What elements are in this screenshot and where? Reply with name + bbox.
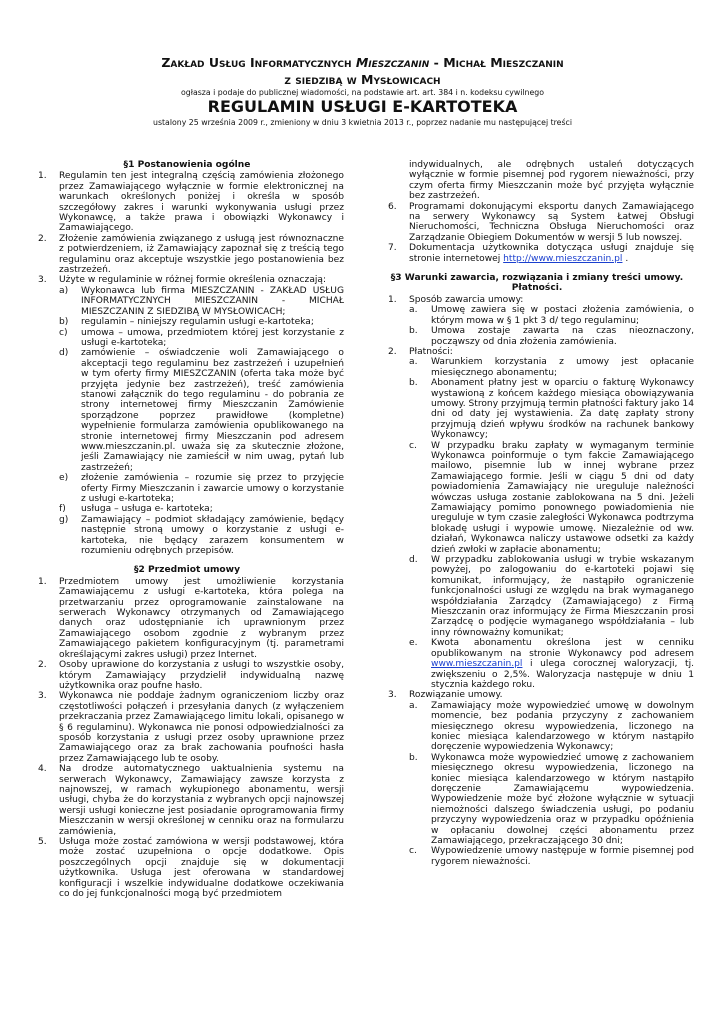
list-item: 3. Użyte w regulaminie w różnej formie określenia oznaczają: — [38, 275, 327, 286]
sub-item: c. Wypowiedzenie umowy następuje w formie pisemnej pod rygorem nieważności. — [409, 846, 694, 867]
list-item: 1. Sposób zawarcia umowy: — [388, 294, 524, 305]
list-item: 7. Dokumentacja użytkownika dotycząca usługi znajduje się stronie internetowej http://www.mieszczanin.pl . — [388, 243, 694, 264]
definition-item: d) zamówienie – oświadczenie woli Zamawiającego o akceptacji tego regulaminu bez zastrzeżeń i uzupełnień w tym oferty firmy MIESZCZANIN (oferta taka może być przyjęta jedynie bez zastrzeżeń), treść zamówienia stanowi załącznik do tego regulaminu - do pobrania ze strony internetowej firmy Mieszczanin Zamówienie sporządzone poprzez prawidłowe (kompletne) wypełnienie formularza zamówienia opublikowanego na stronie internetowej firmy Mieszczanin pod adresem www.mieszczanin.pl. uważa się za skutecznie złożone, jeśli Zamawiający nie zamieścił w nim uwag, pytań lub zastrzeżeń; — [59, 348, 344, 473]
section-1-title: §1 Postanowienia ogólne — [123, 160, 251, 170]
list-item: 2. Złożenie zamówienia związanego z usługą jest równoznaczne z potwierdzeniem, iż Zamawiający zapoznał się z treścią tego regulaminu oraz akceptuje wszystkie jego postanowienia bez zastrzeżeń. — [38, 233, 344, 276]
list-item: 1. Regulamin ten jest integralną częścią zamówienia złożonego przez Zamawiającego wyłącznie w formie elektronicznej na warunkach określonych poniżej i określa w sposób szczegółowy zakres i warunki wykonywania usługi przez Wykonawcę, a także prawa i obowiązki Wykonawcy i Zamawiającego. — [38, 171, 344, 234]
right-column — [380, 160, 694, 867]
list-item: 5. Usługa może zostać zamówiona w wersji podstawowej, która może zostać uzupełniona o opcje dodatkowe. Opis poszczególnych opcji znajduje się w dokumentacji użytkownika. Usługa jest oferowana w standardowej konfiguracji i wszelkie indywidualne dodatkowe oczekiwania co do jej funkcjonalności mogą być przedmiotem — [38, 837, 344, 900]
definition-item: c) umowa – umowa, przedmiotem której jest korzystanie z usługi e-kartoteka; — [59, 327, 344, 348]
sub-item: a. Zamawiający może wypowiedzieć umowę w dowolnym momencie, bez podania przyczyny z zachowaniem miesięcznego okresu wypowiedzenia, liczonego na koniec miesiąca kalendarzowego w którym nastąpiło doręczenie wypowiedzenia Wykonawcy; — [409, 700, 694, 753]
sub-item: b. Abonament płatny jest w oparciu o fakturę Wykonawcy wystawioną z końcem każdego miesiąca obowiązywania umowy. Strony przyjmują termin płatności faktury jako 14 dni od daty jej wystawienia. Za datę zapłaty strony przyjmują dzień wpływu środków na rachunek bankowy Wykonawcy; — [409, 378, 694, 441]
list-item: 6. Programami dokonującymi eksportu danych Zamawiającego na serwery Wykonawcy są System Łatwej Obsługi Nieruchomości, Techniczna Obsługa Nieruchomości oraz Zarządzanie Obiegiem Dokumentów w wersji 5 lub nowszej. — [388, 201, 694, 243]
document-title: REGULAMIN USŁUGI E-KARTOTEKA — [207, 97, 518, 116]
definition-item: a) Wykonawca lub firma MIESZCZANIN - ZAKŁAD USŁUG INFORMATYCZNYCH MIESZCZANIN - MICHAŁ MIESZCZANIN Z SIEDZIBĄ W MYSŁOWICACH; — [59, 285, 344, 317]
list-item: 1. Przedmiotem umowy jest umożliwienie korzystania Zamawiającemu z usługi e-kartoteka, która polega na przetwarzaniu przez oprogramowanie zainstalowane na serwerach Wykonawcy otrzymanych od Zamawiającego danych oraz udostępnianie ich uprawnionym przez Zamawiającego osobom zgodnie z wybranym przez Zamawiającego pakietem konfiguracyjnym (tj. parametrami określającymi zakres usługi) przez Internet. — [38, 576, 344, 660]
company-seat: z siedzibą w Mysłowicach — [284, 72, 441, 87]
list-item-continuation: indywidualnych, ale odrębnych ustaleń dotyczących wyłącznie w formie pisemnej pod rygorem nieważności, przy czym oferta firmy Mieszczanin może być przyjęta wyłącznie bez zastrzeżeń. — [409, 160, 694, 202]
definition-item: e) złożenie zamówienia – rozumie się przez to przyjęcie oferty Firmy Mieszczanin i zawarcie umowy o korzystanie z usługi e-kartoteka; — [59, 473, 344, 504]
sub-item: a. Warunkiem korzystania z umowy jest opłacanie miesięcznego abonamentu; — [409, 357, 694, 378]
list-item: 3. Rozwiązanie umowy. — [388, 690, 503, 701]
left-column — [30, 160, 344, 899]
section-3-title: §3 Warunki zawarcia, rozwiązania i zmiany treści umowy. Płatności. — [390, 273, 684, 294]
pricing-link[interactable]: www.mieszczanin.pl — [431, 659, 523, 670]
list-item: 3. Wykonawca nie poddaje żadnym ograniczeniom liczby oraz częstotliwości połączeń i przesyłania danych (z wyłączeniem przekraczania przez Zamawiającego limitu lokali, opisanego w § 6 regulaminu). Wykonawca nie ponosi odpowiedzialności za sposób korzystania z usługi przez osoby uprawnione przez Zamawiającego oraz za brak zachowania poufności hasła przez Zamawiającego lub te osoby. — [38, 691, 344, 764]
company-name: Zakład Usług Informatycznych Mieszczanin - Michał Mieszczanin — [161, 55, 564, 70]
definition-item: g) Zamawiający – podmiot składający zamówienie, będący następnie stroną umowy o korzystanie z usługi e-kartoteka, nie będący zarazem konsumentem w rozumieniu odrębnych przepisów. — [59, 514, 344, 557]
list-item: 4. Na drodze automatycznego uaktualnienia systemu na serwerach Wykonawcy, Zamawiający zawsze korzysta z najnowszej, w ramach wykupionego abonamentu, wersji usługi, chyba że do korzystania z wybranych opcji najnowszej wersji usługi konieczne jest posiadanie oprogramowania firmy Mieszczanin w wersji określonej w cenniku oraz na formularzu zamówienia, — [38, 764, 344, 837]
sub-item: e. Kwota abonamentu określona jest w cenniku opublikowanym na stronie Wykonawcy pod adresem www.mieszczanin.pl i ulega corocznej waloryzacji, tj. zwiększeniu o 2,5%. Waloryzacja następuje w dniu 1 stycznia każdego roku. — [409, 638, 694, 690]
list-item: 2. Osoby uprawione do korzystania z usługi to wszystkie osoby, którym Zamawiający przydzielił indywidualną nazwę użytkownika oraz poufne hasło. — [38, 660, 344, 691]
sub-item: a. Umowę zawiera się w postaci złożenia zamówienia, o którym mowa w § 1 pkt 3 d/ tego regulaminu; — [409, 305, 694, 326]
website-link[interactable]: http://www.mieszczanin.pl — [503, 253, 623, 264]
definition-item: f) usługa – usługa e- kartoteka; — [59, 504, 213, 515]
sub-item: b. Umowa zostaje zawarta na czas nieoznaczony, począwszy od dnia złożenia zamówienia. — [409, 326, 694, 347]
list-item: 2. Płatności: — [388, 346, 453, 357]
definition-item: b) regulamin – niniejszy regulamin usługi e-kartoteka; — [59, 317, 314, 328]
section-2-title: §2 Przedmiot umowy — [133, 565, 241, 576]
announcement-line: ogłasza i podaje do publicznej wiadomości, na podstawie art. art. 384 i n. kodeksu cywilnego — [181, 88, 544, 97]
sub-item: c. W przypadku braku zapłaty w wymaganym terminie Wykonawca poinformuje o tym fakcie Zamawiającego mailowo, pisemnie lub w innej wybrane przez Zamawiającego formie. Jeśli w ciągu 5 dni od daty powiadomienia Zamawiający nie ureguluje należności wówczas usługa zostanie zablokowana na 5 dni. Jeżeli Zamawiający pomimo ponownego powiadomienia nie ureguluje w tym czasie zaległości Wykonawca podtrzyma blokadę usługi i wypowie umowę. Niezależnie od ww. działań, Wykonawca naliczy ustawowe odsetki za każdy dzień zwłoki w zapłacie abonamentu; — [409, 440, 694, 555]
established-line: ustalony 25 września 2009 r., zmieniony w dniu 3 kwietnia 2013 r., poprzez nadanie mu następującej treści — [153, 118, 572, 127]
sub-item: b. Wykonawca może wypowiedzieć umowę z zachowaniem miesięcznego okresu wypowiedzenia, liczonego na koniec miesiąca kalendarzowego w którym nastąpiło doręczenie Zamawiającemu wypowiedzenia. Wypowiedzenie może być złożone wyłącznie w sytuacji niemożności dalszego świadczenia usługi, po podaniu przyczyny wypowiedzenia oraz w przypadku opóźnienia w opłacaniu dowolnej części abonamentu przez Zamawiającego, przekraczającego 30 dni; — [409, 752, 694, 846]
sub-item: d. W przypadku zablokowania usługi w trybie wskazanym powyżej, po zalogowaniu do e-kartoteki pojawi się komunikat, informujący, że nastąpiło ograniczenie funkcjonalności usługi ze względu na brak wymaganego współdziałania Zarządcy (Zamawiającego) z Firmą Mieszczanin oraz informujący że Firma Mieszczanin prosi Zarządcę o podjęcie wymaganego współdziałania – lub inny równoważny komunikat; — [409, 555, 694, 638]
